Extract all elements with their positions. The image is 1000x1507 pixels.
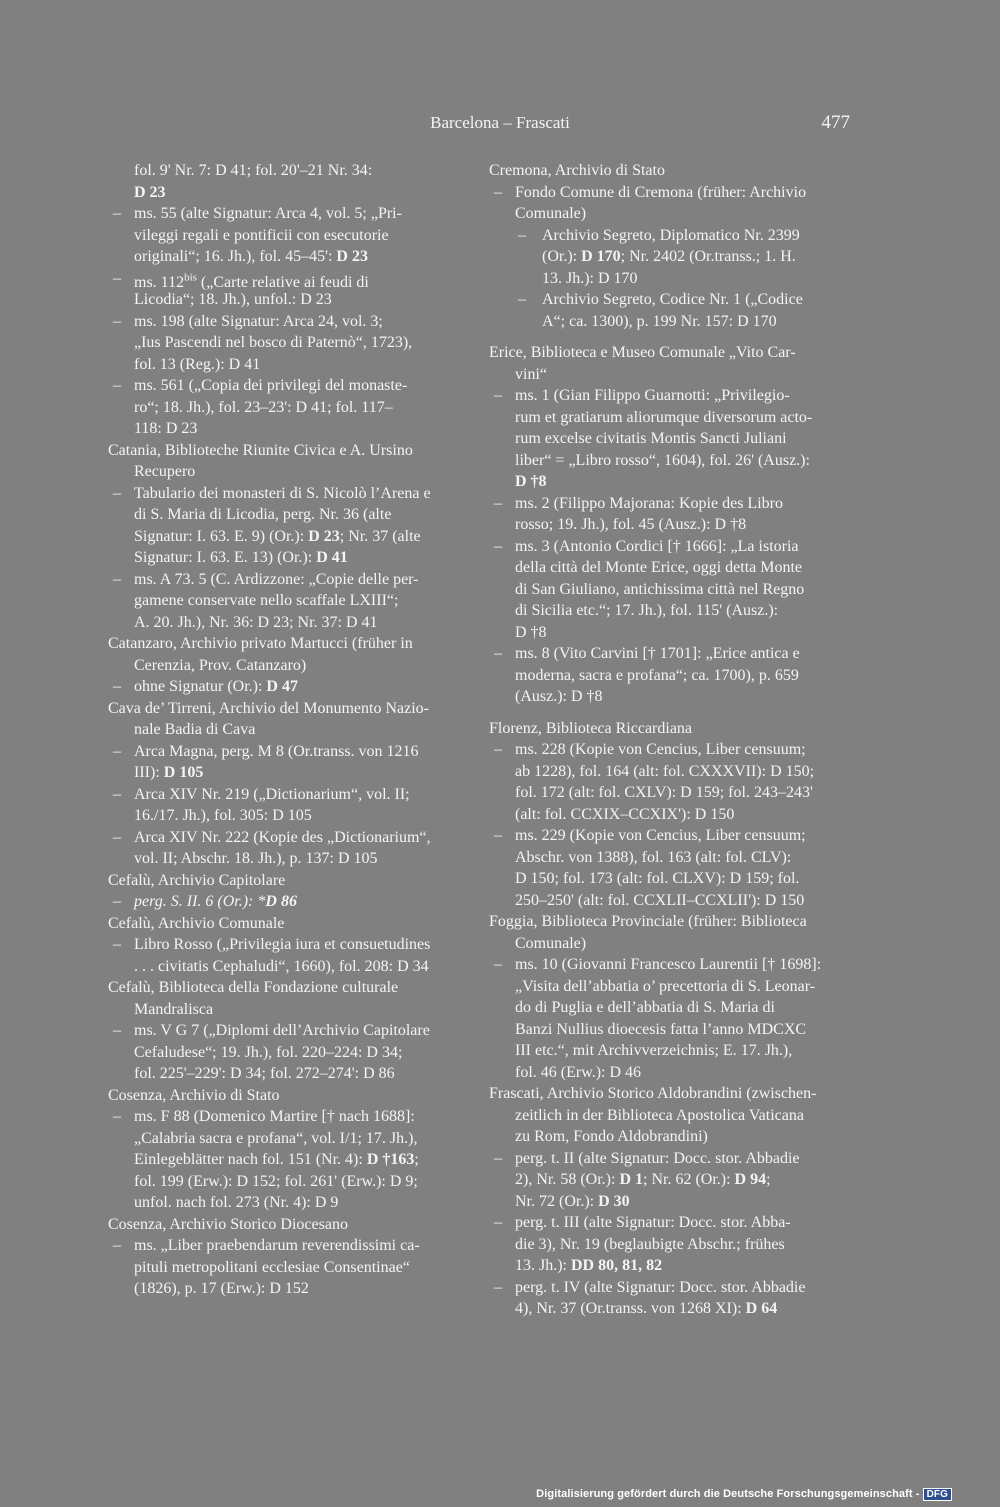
line-text: ms. 8 (Vito Carvini [† 1701]: „Erice antica e (515, 645, 800, 662)
list-dash: – (113, 205, 121, 222)
archive-heading (108, 913, 468, 935)
line-text: Abschr. von 1388), fol. 163 (alt: fol. CLV): (515, 848, 792, 866)
list-dash: – (494, 741, 502, 758)
list-dash: – (494, 387, 502, 404)
list-item-cont (108, 762, 468, 784)
list-item-cont (489, 428, 849, 450)
list-item-cont (108, 526, 468, 548)
line-text: Cerenzia, Prov. Catanzaro) (134, 656, 307, 674)
line-text: Frascati, Archivio Storico Aldobrandini (zwischen- (489, 1085, 817, 1102)
line-text: vol. II; Abschr. 18. Jh.), p. 137: D 105 (134, 850, 378, 867)
list-item (108, 311, 468, 333)
list-item-cont (489, 203, 849, 225)
line-text: di San Giuliano, antichissima città nel Regno (515, 580, 805, 598)
list-dash: – (494, 956, 502, 973)
line-text: ms. 228 (Kopie von Cencius, Liber censuum; (515, 741, 806, 758)
list-item-cont (489, 665, 849, 687)
list-item-cont (108, 354, 468, 376)
list-item-cont (489, 1019, 849, 1041)
line-text: ab 1228), fol. 164 (alt: fol. CXXXVII): D 150; (515, 762, 815, 780)
archive-heading-cont (108, 999, 468, 1021)
list-item-cont (489, 782, 849, 804)
list-dash: – (494, 827, 502, 844)
line-text: di Sicilia etc.“; 17. Jh.), fol. 115' (Ausz.): (515, 602, 779, 619)
line-text: Foggia, Biblioteca Provinciale (früher: Biblioteca (489, 913, 807, 930)
list-dash: – (113, 484, 121, 502)
list-item (489, 1277, 849, 1299)
list-dash: – (494, 494, 502, 512)
list-item-cont (108, 225, 468, 247)
archive-heading (489, 718, 849, 740)
list-item (108, 741, 468, 763)
line-text: A. 20. Jh.), Nr. 36: D 23; Nr. 37: D 41 (134, 613, 378, 631)
list-item-cont (108, 547, 468, 569)
line-text: Signatur: I. 63. E. 9) (Or.): D 23; Nr. 37 (alte (134, 527, 421, 545)
archive-heading-cont (489, 1126, 849, 1148)
list-item (489, 182, 849, 204)
line-text: della città del Monte Erice, oggi detta Monte (515, 559, 803, 576)
dfg-logo: DFG (923, 1488, 952, 1501)
line-text: di S. Maria di Licodia, perg. Nr. 36 (alte (134, 506, 392, 523)
line-text: nale Badia di Cava (134, 721, 256, 738)
line-text: liber“ = „Libro rosso“, 1604), fol. 26' (Ausz.): (515, 451, 810, 469)
line-text: Arca XIV Nr. 222 (Kopie des „Dictionarium“, (134, 828, 431, 846)
line-text: fol. 13 (Reg.): D 41 (134, 355, 261, 373)
line-text: 2), Nr. 58 (Or.): D 1; Nr. 62 (Or.): D 94; (515, 1171, 771, 1188)
line-text: fol. 225'–229': D 34; fol. 272–274': D 86 (134, 1065, 395, 1082)
line-text: fol. 46 (Erw.): D 46 (515, 1063, 642, 1081)
archive-heading-cont (108, 461, 468, 483)
line-text: 4), Nr. 37 (Or.transs. von 1268 XI): D 64 (515, 1300, 778, 1317)
list-item-cont (489, 1298, 849, 1320)
line-text: Signatur: I. 63. E. 13) (Or.): D 41 (134, 549, 348, 566)
list-item (489, 493, 849, 515)
line-text: III): D 105 (134, 764, 204, 781)
line-text: Arca XIV Nr. 219 („Dictionarium“, vol. II; (134, 785, 410, 803)
list-item-cont (489, 804, 849, 826)
line-text: Archivio Segreto, Diplomatico Nr. 2399 (542, 226, 800, 244)
list-item-cont (108, 397, 468, 419)
list-item (108, 268, 468, 290)
archive-heading (108, 698, 468, 720)
list-item-cont (108, 1278, 468, 1300)
list-dash: – (518, 226, 526, 244)
list-item-cont (489, 868, 849, 890)
list-item (108, 827, 468, 849)
line-text: D 23 (134, 183, 166, 201)
list-item-cont (489, 847, 849, 869)
list-dash: – (494, 1214, 502, 1231)
line-text: Cosenza, Archivio Storico Diocesano (108, 1215, 348, 1233)
list-dash: – (113, 678, 121, 695)
line-text: ms. A 73. 5 (C. Ardizzone: „Copie delle per- (134, 570, 419, 588)
line-text: Cava de’ Tirreni, Archivio del Monumento Nazio- (108, 699, 429, 717)
archive-heading-cont (489, 933, 849, 955)
line-text: originali“; 16. Jh.), fol. 45–45': D 23 (134, 248, 368, 265)
list-dash: – (113, 1022, 121, 1039)
list-item (108, 1020, 468, 1042)
sub-list-item-cont (489, 311, 849, 333)
list-item-cont (108, 504, 468, 526)
line-text: pituli metropolitani ecclesiae Consentinae“ (134, 1258, 410, 1276)
line-text: ms. 1 (Gian Filippo Guarnotti: „Privilegio- (515, 387, 790, 404)
list-dash: – (113, 893, 121, 910)
list-item-cont (489, 1040, 849, 1062)
list-item (489, 1148, 849, 1170)
archive-heading (108, 1085, 468, 1107)
list-item (108, 1106, 468, 1128)
archive-heading-cont (108, 655, 468, 677)
line-text: rum et gratiarum aliorumque diversorum acto- (515, 408, 813, 426)
line-text: rum excelse civitatis Montis Sancti Juliani (515, 430, 787, 447)
spacer (489, 332, 849, 342)
list-item (489, 643, 849, 665)
line-text: Erice, Biblioteca e Museo Comunale „Vito Car- (489, 344, 796, 361)
line-text: zu Rom, Fondo Aldobrandini) (515, 1128, 708, 1145)
line-text: zeitlich in der Biblioteca Apostolica Vaticana (515, 1106, 804, 1124)
left-column (108, 160, 468, 1300)
line-text: ms. $112^{bis}$ („Carte relative ai feudi di (134, 271, 369, 291)
list-item (489, 385, 849, 407)
footer-credit (536, 1488, 952, 1501)
line-text: Archivio Segreto, Codice Nr. 1 („Codice (542, 291, 803, 308)
sub-list-item (489, 225, 849, 247)
list-dash: – (518, 291, 526, 308)
archive-heading (489, 342, 849, 364)
list-item-cont (108, 612, 468, 634)
archive-heading (108, 1214, 468, 1236)
line-text: Cefaludese“; 19. Jh.), fol. 220–224: D 34; (134, 1043, 403, 1061)
archive-heading (489, 911, 849, 933)
list-item-cont (108, 1063, 468, 1085)
line-text: Recupero (134, 463, 196, 480)
line-text: ms. 561 („Copia dei privilegi del monaste- (134, 377, 408, 394)
list-dash: – (113, 828, 121, 846)
archive-heading (108, 977, 468, 999)
list-item (108, 375, 468, 397)
list-item (489, 1212, 849, 1234)
line-text: perg. t. II (alte Signatur: Docc. stor. Abbadie (515, 1149, 800, 1167)
archive-heading-cont (489, 1105, 849, 1127)
list-dash: – (113, 936, 121, 953)
line-text: moderna, sacra e profana“; ca. 1700), p. 659 (515, 666, 799, 684)
list-item (108, 784, 468, 806)
line-text: ms. 198 (alte Signatur: Arca 24, vol. 3; (134, 312, 383, 330)
list-item-cont (489, 407, 849, 429)
archive-heading (108, 633, 468, 655)
line-text: ms. 55 (alte Signatur: Arca 4, vol. 5; „Pri- (134, 205, 402, 222)
line-text: do di Puglia e dell’abbatia di S. Maria di (515, 999, 775, 1016)
list-item-cont (489, 761, 849, 783)
line-text: 250–250' (alt: fol. CCXLII–CCXLII'): D 150 (515, 891, 805, 909)
list-item-cont (489, 1234, 849, 1256)
line-text: Catania, Biblioteche Riunite Civica e A. Ursino (108, 441, 413, 459)
line-text: Fondo Comune di Cremona (früher: Archivio (515, 183, 807, 201)
list-item-cont (489, 686, 849, 708)
list-dash: – (494, 183, 502, 201)
list-dash: – (113, 312, 121, 330)
list-item (108, 676, 468, 698)
line-text: (Ausz.): D †8 (515, 688, 603, 705)
list-dash: – (113, 785, 121, 803)
archive-heading (108, 870, 468, 892)
list-item-cont (489, 1062, 849, 1084)
line-text: Arca Magna, perg. M 8 (Or.transs. von 1216 (134, 742, 419, 760)
line-text: (Or.): D 170; Nr. 2402 (Or.transs.; 1. H. (542, 248, 796, 265)
archive-heading-cont (108, 719, 468, 741)
list-item-cont (489, 890, 849, 912)
list-item-cont (489, 1191, 849, 1213)
line-text: ms. F 88 (Domenico Martire [† nach 1688]: (134, 1108, 415, 1125)
archive-heading (489, 1083, 849, 1105)
list-item-cont (489, 557, 849, 579)
line-text: „Visita dell’abbatia o’ precettoria di S. Leonar- (515, 977, 816, 995)
list-item-cont (489, 514, 849, 536)
list-item-cont (489, 600, 849, 622)
footer-text: Digitalisierung gefördert durch die Deutsche Forschungsgemeinschaft - (536, 1488, 920, 1500)
line-text: unfol. nach fol. 273 (Nr. 4): D 9 (134, 1194, 339, 1211)
line-text: rosso; 19. Jh.), fol. 45 (Ausz.): D †8 (515, 516, 747, 533)
list-item-cont (108, 805, 468, 827)
sub-list-item-cont (489, 268, 849, 290)
line-text: 13. Jh.): DD 80, 81, 82 (515, 1257, 663, 1274)
line-text: Comunale) (515, 934, 587, 952)
archive-heading (489, 160, 849, 182)
list-item-cont (108, 1171, 468, 1193)
list-dash: – (494, 645, 502, 662)
line-text: ms. 10 (Giovanni Francesco Laurentii [† 1698]: (515, 956, 822, 973)
list-item-cont (108, 848, 468, 870)
list-item (108, 203, 468, 225)
list-dash: – (113, 377, 121, 394)
list-item (489, 536, 849, 558)
line-text: ohne Signatur (Or.): D 47 (134, 678, 298, 695)
line-text: ms. 3 (Antonio Cordici [† 1666]: „La istoria (515, 537, 799, 555)
sub-list-item-cont (489, 246, 849, 268)
sub-list-item (489, 289, 849, 311)
list-item-cont (489, 1169, 849, 1191)
list-item-cont (108, 418, 468, 440)
line-text: Comunale) (515, 205, 587, 222)
list-item (108, 569, 468, 591)
line-text: (1826), p. 17 (Erw.): D 152 (134, 1280, 309, 1297)
line-text: Tabulario dei monasteri di S. Nicolò l’Arena e (134, 484, 431, 502)
list-item (489, 954, 849, 976)
line-text: Catanzaro, Archivio privato Martucci (früher in (108, 635, 413, 652)
list-item-cont (489, 622, 849, 644)
list-item-cont (489, 579, 849, 601)
line-text: Nr. 72 (Or.): D 30 (515, 1192, 630, 1210)
line-text: D †8 (515, 623, 547, 641)
line-text: Einlegeblätter nach fol. 151 (Nr. 4): D †163; (134, 1151, 419, 1168)
line-text: ms. „Liber praebendarum reverendissimi ca- (134, 1237, 420, 1254)
list-dash: – (494, 1149, 502, 1167)
archive-heading (108, 440, 468, 462)
line-text: Mandralisca (134, 1000, 214, 1018)
archive-heading-cont (489, 364, 849, 386)
line-text: Banzi Nullius dioecesis fatta l’anno MDCXC (515, 1020, 807, 1038)
list-item-cont (108, 1192, 468, 1214)
line-text: Florenz, Biblioteca Riccardiana (489, 719, 693, 737)
list-item (489, 739, 849, 761)
list-item-cont (489, 471, 849, 493)
list-item-cont (108, 956, 468, 978)
list-dash: – (113, 742, 121, 760)
list-item-cont (108, 289, 468, 311)
line-text: vini“ (515, 365, 547, 383)
list-item-cont (108, 182, 468, 204)
line-text: fol. 172 (alt: fol. CXLV): D 159; fol. 243–243' (515, 784, 813, 801)
right-column (489, 160, 849, 1320)
list-item (489, 825, 849, 847)
line-text: ms. 229 (Kopie von Cencius, Liber censuum; (515, 827, 806, 844)
line-text: perg. S. II. 6 (Or.): *D 86 (134, 893, 297, 910)
line-text: 13. Jh.): D 170 (542, 269, 638, 287)
line-text: Cosenza, Archivio di Stato (108, 1086, 280, 1104)
list-item (108, 1235, 468, 1257)
line-text: Cefalù, Archivio Comunale (108, 914, 285, 932)
line-text: Licodia“; 18. Jh.), unfol.: D 23 (134, 291, 332, 308)
line-text: perg. t. III (alte Signatur: Docc. stor. Abba- (515, 1214, 791, 1231)
list-item-cont (489, 450, 849, 472)
list-item-cont (108, 160, 468, 182)
line-text: Libro Rosso („Privilegia iura et consuetudines (134, 936, 431, 953)
line-text: perg. t. IV (alte Signatur: Docc. stor. Abbadie (515, 1278, 806, 1296)
list-item-cont (489, 1255, 849, 1277)
line-text: III etc.“, mit Archivverzeichnis; E. 17. Jh.), (515, 1042, 793, 1059)
line-text: gamene conservate nello scaffale LXIII“; (134, 592, 399, 609)
spacer (489, 708, 849, 718)
list-dash: – (113, 1237, 121, 1254)
list-item-cont (108, 246, 468, 268)
line-text: 118: D 23 (134, 420, 198, 437)
list-item-cont (108, 332, 468, 354)
line-text: ms. V G 7 („Diplomi dell’Archivio Capitolare (134, 1022, 430, 1039)
list-dash: – (494, 1278, 502, 1296)
line-text: fol. 199 (Erw.): D 152; fol. 261' (Erw.): D 9; (134, 1172, 418, 1190)
list-item (108, 483, 468, 505)
line-text: „Calabria sacra e profana“, vol. I/1; 17. Jh.), (134, 1129, 418, 1147)
line-text: Cefalù, Archivio Capitolare (108, 871, 286, 889)
line-text: D †8 (515, 473, 547, 490)
line-text: „Ius Pascendi nel bosco di Paternò“, 1723), (134, 334, 413, 351)
list-dash: – (113, 1108, 121, 1125)
list-dash: – (113, 269, 121, 287)
list-dash: – (113, 570, 121, 588)
list-item (108, 891, 468, 913)
list-item-cont (489, 997, 849, 1019)
line-text: ms. 2 (Filippo Majorana: Kopie des Libro (515, 494, 783, 512)
list-item-cont (108, 1042, 468, 1064)
line-text: fol. 9' Nr. 7: D 41; fol. 20'–21 Nr. 34: (134, 162, 373, 179)
line-text: D 150; fol. 173 (alt: fol. CLXV): D 159; fol. (515, 870, 800, 887)
list-dash: – (494, 537, 502, 555)
line-text: . . . civitatis Cephaludi“, 1660), fol. 208: D 34 (134, 957, 429, 975)
line-text: ro“; 18. Jh.), fol. 23–23': D 41; fol. 117– (134, 398, 393, 416)
line-text: A“; ca. 1300), p. 199 Nr. 157: D 170 (542, 312, 777, 330)
line-text: vileggi regali e pontificii con esecutorie (134, 226, 389, 244)
list-item-cont (489, 976, 849, 998)
list-item (108, 934, 468, 956)
running-header-title: Barcelona – Frascati (430, 113, 570, 132)
line-text: Cefalù, Biblioteca della Fondazione culturale (108, 979, 399, 996)
line-text: die 3), Nr. 19 (beglaubigte Abschr.; frühes (515, 1235, 785, 1253)
line-text: (alt: fol. CCXIX–CCXIX'): D 150 (515, 805, 735, 823)
list-item-cont (108, 1128, 468, 1150)
list-item-cont (108, 1257, 468, 1279)
line-text: Cremona, Archivio di Stato (489, 162, 665, 179)
list-item-cont (108, 590, 468, 612)
line-text: 16./17. Jh.), fol. 305: D 105 (134, 807, 312, 824)
page-number: 477 (821, 112, 850, 133)
list-item-cont (108, 1149, 468, 1171)
